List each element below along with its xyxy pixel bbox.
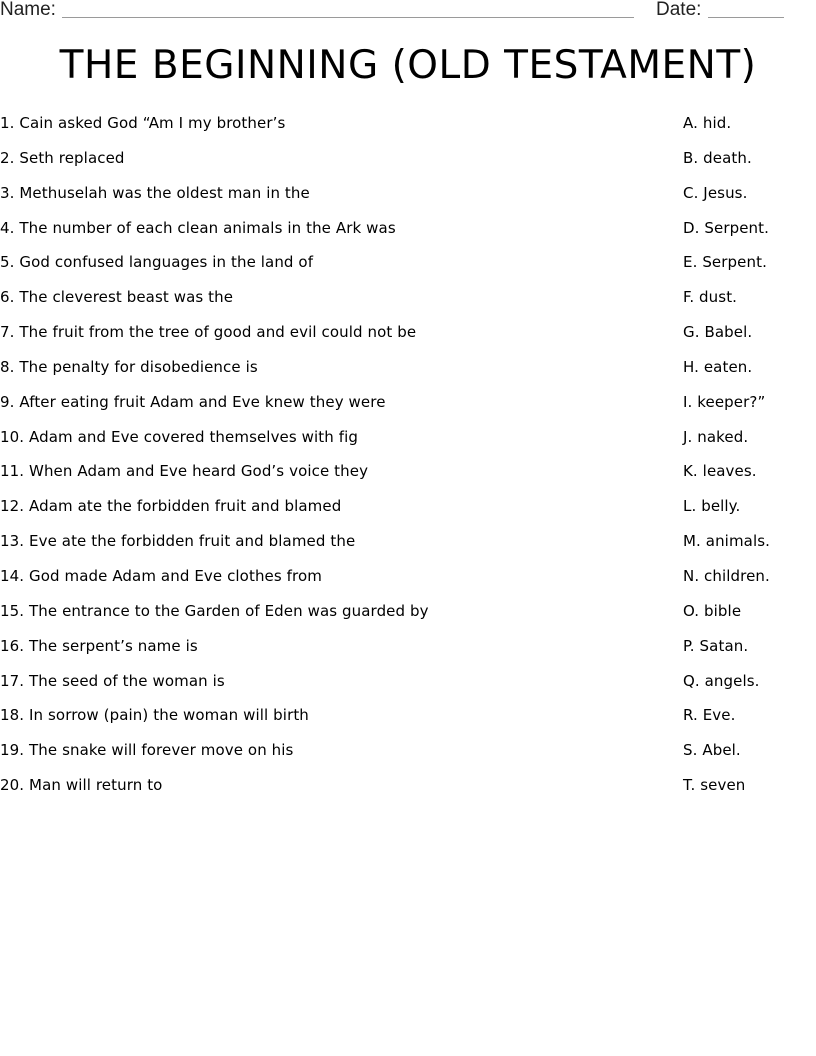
name-label: Name:: [0, 0, 56, 20]
question-item: 20. Man will return to: [0, 776, 163, 795]
answer-item: G. Babel.: [683, 323, 753, 342]
name-blank-line: [62, 17, 634, 18]
answer-item: I. keeper?”: [683, 392, 766, 411]
answer-item: K. leaves.: [683, 462, 757, 481]
answer-item: T. seven: [683, 776, 746, 795]
question-item: 19. The snake will forever move on his: [0, 741, 294, 760]
question-item: 13. Eve ate the forbidden fruit and blamed the: [0, 532, 356, 551]
question-item: 8. The penalty for disobedience is: [0, 357, 258, 376]
answer-item: C. Jesus.: [683, 183, 748, 202]
worksheet-title: THE BEGINNING (OLD TESTAMENT): [59, 43, 757, 88]
question-item: 18. In sorrow (pain) the woman will birth: [0, 706, 309, 725]
name-date-header: [0, 0, 816, 24]
question-item: 1. Cain asked God “Am I my brother’s: [0, 114, 286, 132]
answer-item: P. Satan.: [683, 636, 749, 655]
answer-item: D. Serpent.: [683, 218, 770, 237]
question-item: 10. Adam and Eve covered themselves with fig: [0, 427, 359, 446]
answer-item: H. eaten.: [683, 357, 753, 376]
question-item: 2. Seth replaced: [0, 148, 125, 167]
answer-item: N. children.: [683, 566, 770, 585]
answer-item: Q. angels.: [683, 671, 760, 690]
question-item: 9. After eating fruit Adam and Eve knew they were: [0, 392, 386, 411]
answer-item: O. bible: [683, 601, 742, 620]
question-item: 11. When Adam and Eve heard God’s voice they: [0, 462, 369, 481]
question-item: 16. The serpent’s name is: [0, 636, 198, 655]
answer-item: M. animals.: [683, 532, 770, 551]
answer-item: L. belly.: [683, 497, 741, 516]
date-label: Date:: [656, 0, 702, 20]
question-item: 6. The cleverest beast was the: [0, 288, 234, 307]
answer-item: R. Eve.: [683, 706, 736, 725]
answer-item: A. hid.: [683, 114, 732, 132]
question-item: 17. The seed of the woman is: [0, 671, 225, 690]
answer-item: J. naked.: [683, 427, 749, 446]
answer-item: S. Abel.: [683, 741, 741, 760]
question-item: 15. The entrance to the Garden of Eden was guarded by: [0, 601, 429, 620]
question-item: 5. God confused languages in the land of: [0, 253, 314, 272]
question-item: 12. Adam ate the forbidden fruit and blamed: [0, 497, 342, 516]
question-item: 4. The number of each clean animals in the Ark was: [0, 218, 396, 237]
answer-item: B. death.: [683, 148, 752, 167]
questions-list: [0, 113, 650, 810]
question-item: 14. God made Adam and Eve clothes from: [0, 566, 322, 585]
question-item: 7. The fruit from the tree of good and evil could not be: [0, 323, 417, 342]
answer-item: E. Serpent.: [683, 253, 767, 272]
question-item: 3. Methuselah was the oldest man in the: [0, 183, 310, 202]
answers-list: [683, 113, 813, 810]
date-blank-line: [708, 17, 784, 18]
answer-item: F. dust.: [683, 288, 738, 307]
